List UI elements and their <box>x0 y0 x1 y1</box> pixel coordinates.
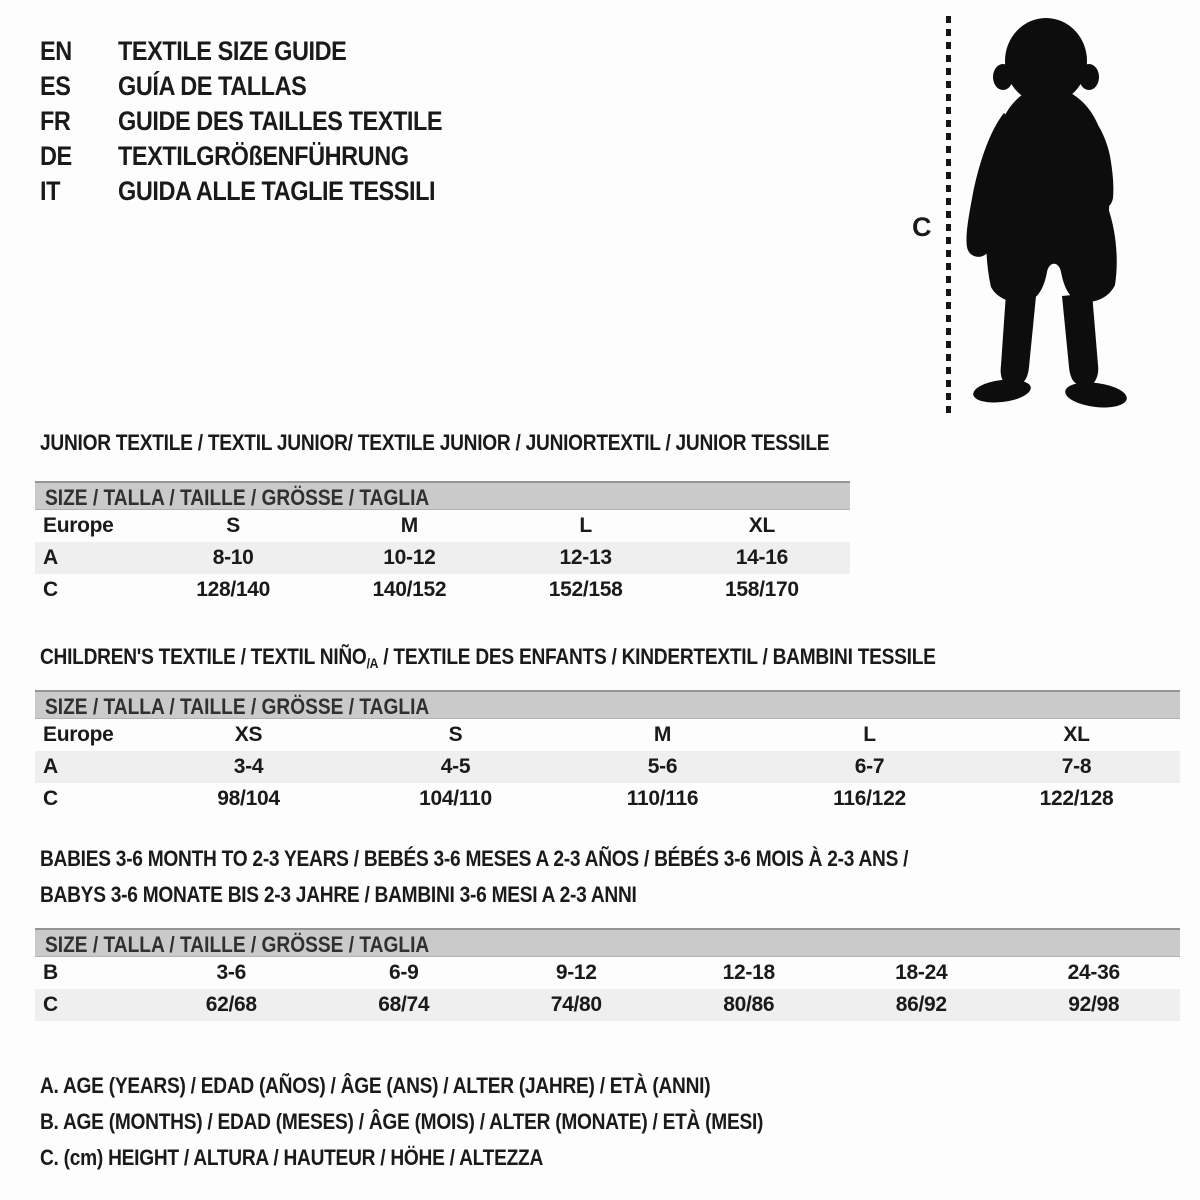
age-cell: 18-24 <box>895 961 948 984</box>
row-label: B <box>43 961 58 984</box>
age-cell: 6-9 <box>389 961 419 984</box>
age-cell: 8-10 <box>212 546 254 569</box>
footnote-a: A. AGE (YEARS) / EDAD (AÑOS) / ÂGE (ANS) / ALTER (JAHRE) / ETÀ (ANNI) <box>40 1073 711 1098</box>
table-row <box>35 751 1180 783</box>
size-cell: L <box>863 723 876 746</box>
age-cell: 12-13 <box>559 546 612 569</box>
height-cell: 158/170 <box>724 578 799 601</box>
language-code: FR <box>40 106 71 136</box>
age-cell: 10-12 <box>383 546 436 569</box>
table-row <box>35 989 1180 1021</box>
height-cell: 140/152 <box>372 578 447 601</box>
age-cell: 9-12 <box>555 961 597 984</box>
language-code: ES <box>40 71 71 101</box>
size-cell: M <box>400 514 418 537</box>
size-header-band: SIZE / TALLA / TAILLE / GRÖSSE / TAGLIA <box>35 690 1180 719</box>
height-cell: 152/158 <box>548 578 623 601</box>
language-row-de <box>40 139 491 174</box>
language-code: IT <box>40 176 61 206</box>
footnote-c: C. (cm) HEIGHT / ALTURA / HAUTEUR / HÖHE / ALTEZZA <box>40 1145 544 1170</box>
guide-title: GUIDA ALLE TAGLIE TESSILI <box>118 176 436 206</box>
age-cell: 3-4 <box>233 755 264 778</box>
size-cell: L <box>579 514 592 537</box>
height-cell: 110/116 <box>626 787 699 810</box>
title-subscript: /A <box>366 655 379 671</box>
language-row-it <box>40 174 491 209</box>
row-label: C <box>43 578 58 601</box>
table-row <box>35 542 850 574</box>
size-cell: XL <box>748 514 775 537</box>
age-cell: 6-7 <box>854 755 885 778</box>
height-cell: 86/92 <box>895 993 947 1016</box>
toddler-silhouette <box>958 14 1138 416</box>
height-measure-dashed-line <box>946 16 951 416</box>
height-cell: 62/68 <box>205 993 257 1016</box>
height-measure-label: C <box>912 212 932 242</box>
height-cell: 98/104 <box>217 787 280 810</box>
babies-size-table <box>35 928 1180 1021</box>
table-row <box>35 574 850 606</box>
children-size-table <box>35 690 1180 815</box>
language-row-en <box>40 34 491 69</box>
footnote-b: B. AGE (MONTHS) / EDAD (MESES) / ÂGE (MOIS) / ALTER (MONATE) / ETÀ (MESI) <box>40 1109 764 1134</box>
height-cell: 92/98 <box>1068 993 1120 1016</box>
height-cell: 128/140 <box>196 578 271 601</box>
row-label: C <box>43 787 58 810</box>
size-cell: XS <box>234 723 263 746</box>
row-label: C <box>43 993 58 1016</box>
guide-title: GUIDE DES TAILLES TEXTILE <box>118 106 443 136</box>
babies-section-title-line1: BABIES 3-6 MONTH TO 2-3 YEARS / BEBÉS 3-6 MESES A 2-3 AÑOS / BÉBÉS 3-6 MOIS À 2-3 ANS / <box>40 846 909 871</box>
size-cell: XL <box>1063 723 1090 746</box>
language-row-es <box>40 69 491 104</box>
guide-title: TEXTILGRÖßENFÜHRUNG <box>118 141 409 171</box>
size-header-band: SIZE / TALLA / TAILLE / GRÖSSE / TAGLIA <box>35 481 850 510</box>
age-cell: 3-6 <box>216 961 246 984</box>
height-cell: 74/80 <box>550 993 602 1016</box>
age-cell: 7-8 <box>1061 755 1092 778</box>
height-cell: 68/74 <box>378 993 430 1016</box>
junior-section-title: JUNIOR TEXTILE / TEXTIL JUNIOR/ TEXTILE JUNIOR / JUNIORTEXTIL / JUNIOR TESSILE <box>40 430 830 455</box>
legend-footnotes <box>40 1068 871 1176</box>
size-cell: S <box>448 723 463 746</box>
age-cell: 12-18 <box>722 961 775 984</box>
table-row <box>35 957 1180 989</box>
size-header-band: SIZE / TALLA / TAILLE / GRÖSSE / TAGLIA <box>35 928 1180 957</box>
row-label: Europe <box>43 514 114 537</box>
height-cell: 80/86 <box>723 993 775 1016</box>
height-cell: 122/128 <box>1039 787 1114 810</box>
age-cell: 24-36 <box>1067 961 1120 984</box>
height-cell: 116/122 <box>833 787 906 810</box>
row-label: A <box>43 755 58 778</box>
table-row <box>35 510 850 542</box>
size-cell: S <box>226 514 240 537</box>
language-code: EN <box>40 36 72 66</box>
height-cell: 104/110 <box>419 787 492 810</box>
size-cell: M <box>653 723 672 746</box>
table-row <box>35 719 1180 751</box>
guide-title: GUÍA DE TALLAS <box>118 71 307 101</box>
guide-title: TEXTILE SIZE GUIDE <box>118 36 347 66</box>
language-header <box>40 34 491 209</box>
junior-size-table <box>35 481 850 606</box>
language-code: DE <box>40 141 72 171</box>
age-cell: 5-6 <box>647 755 678 778</box>
children-section-title: CHILDREN'S TEXTILE / TEXTIL $NIÑO_{/A}$ / TEXTILE DES ENFANTS / KINDERTEXTIL / BAMBINI TESSILE <box>40 644 936 671</box>
age-cell: 14-16 <box>735 546 788 569</box>
babies-section-title-line2: BABYS 3-6 MONATE BIS 2-3 JAHRE / BAMBINI 3-6 MESI A 2-3 ANNI <box>40 882 637 907</box>
row-label: A <box>43 546 58 569</box>
row-label: Europe <box>43 723 114 746</box>
language-row-fr <box>40 104 491 139</box>
age-cell: 4-5 <box>440 755 471 778</box>
table-row <box>35 783 1180 815</box>
